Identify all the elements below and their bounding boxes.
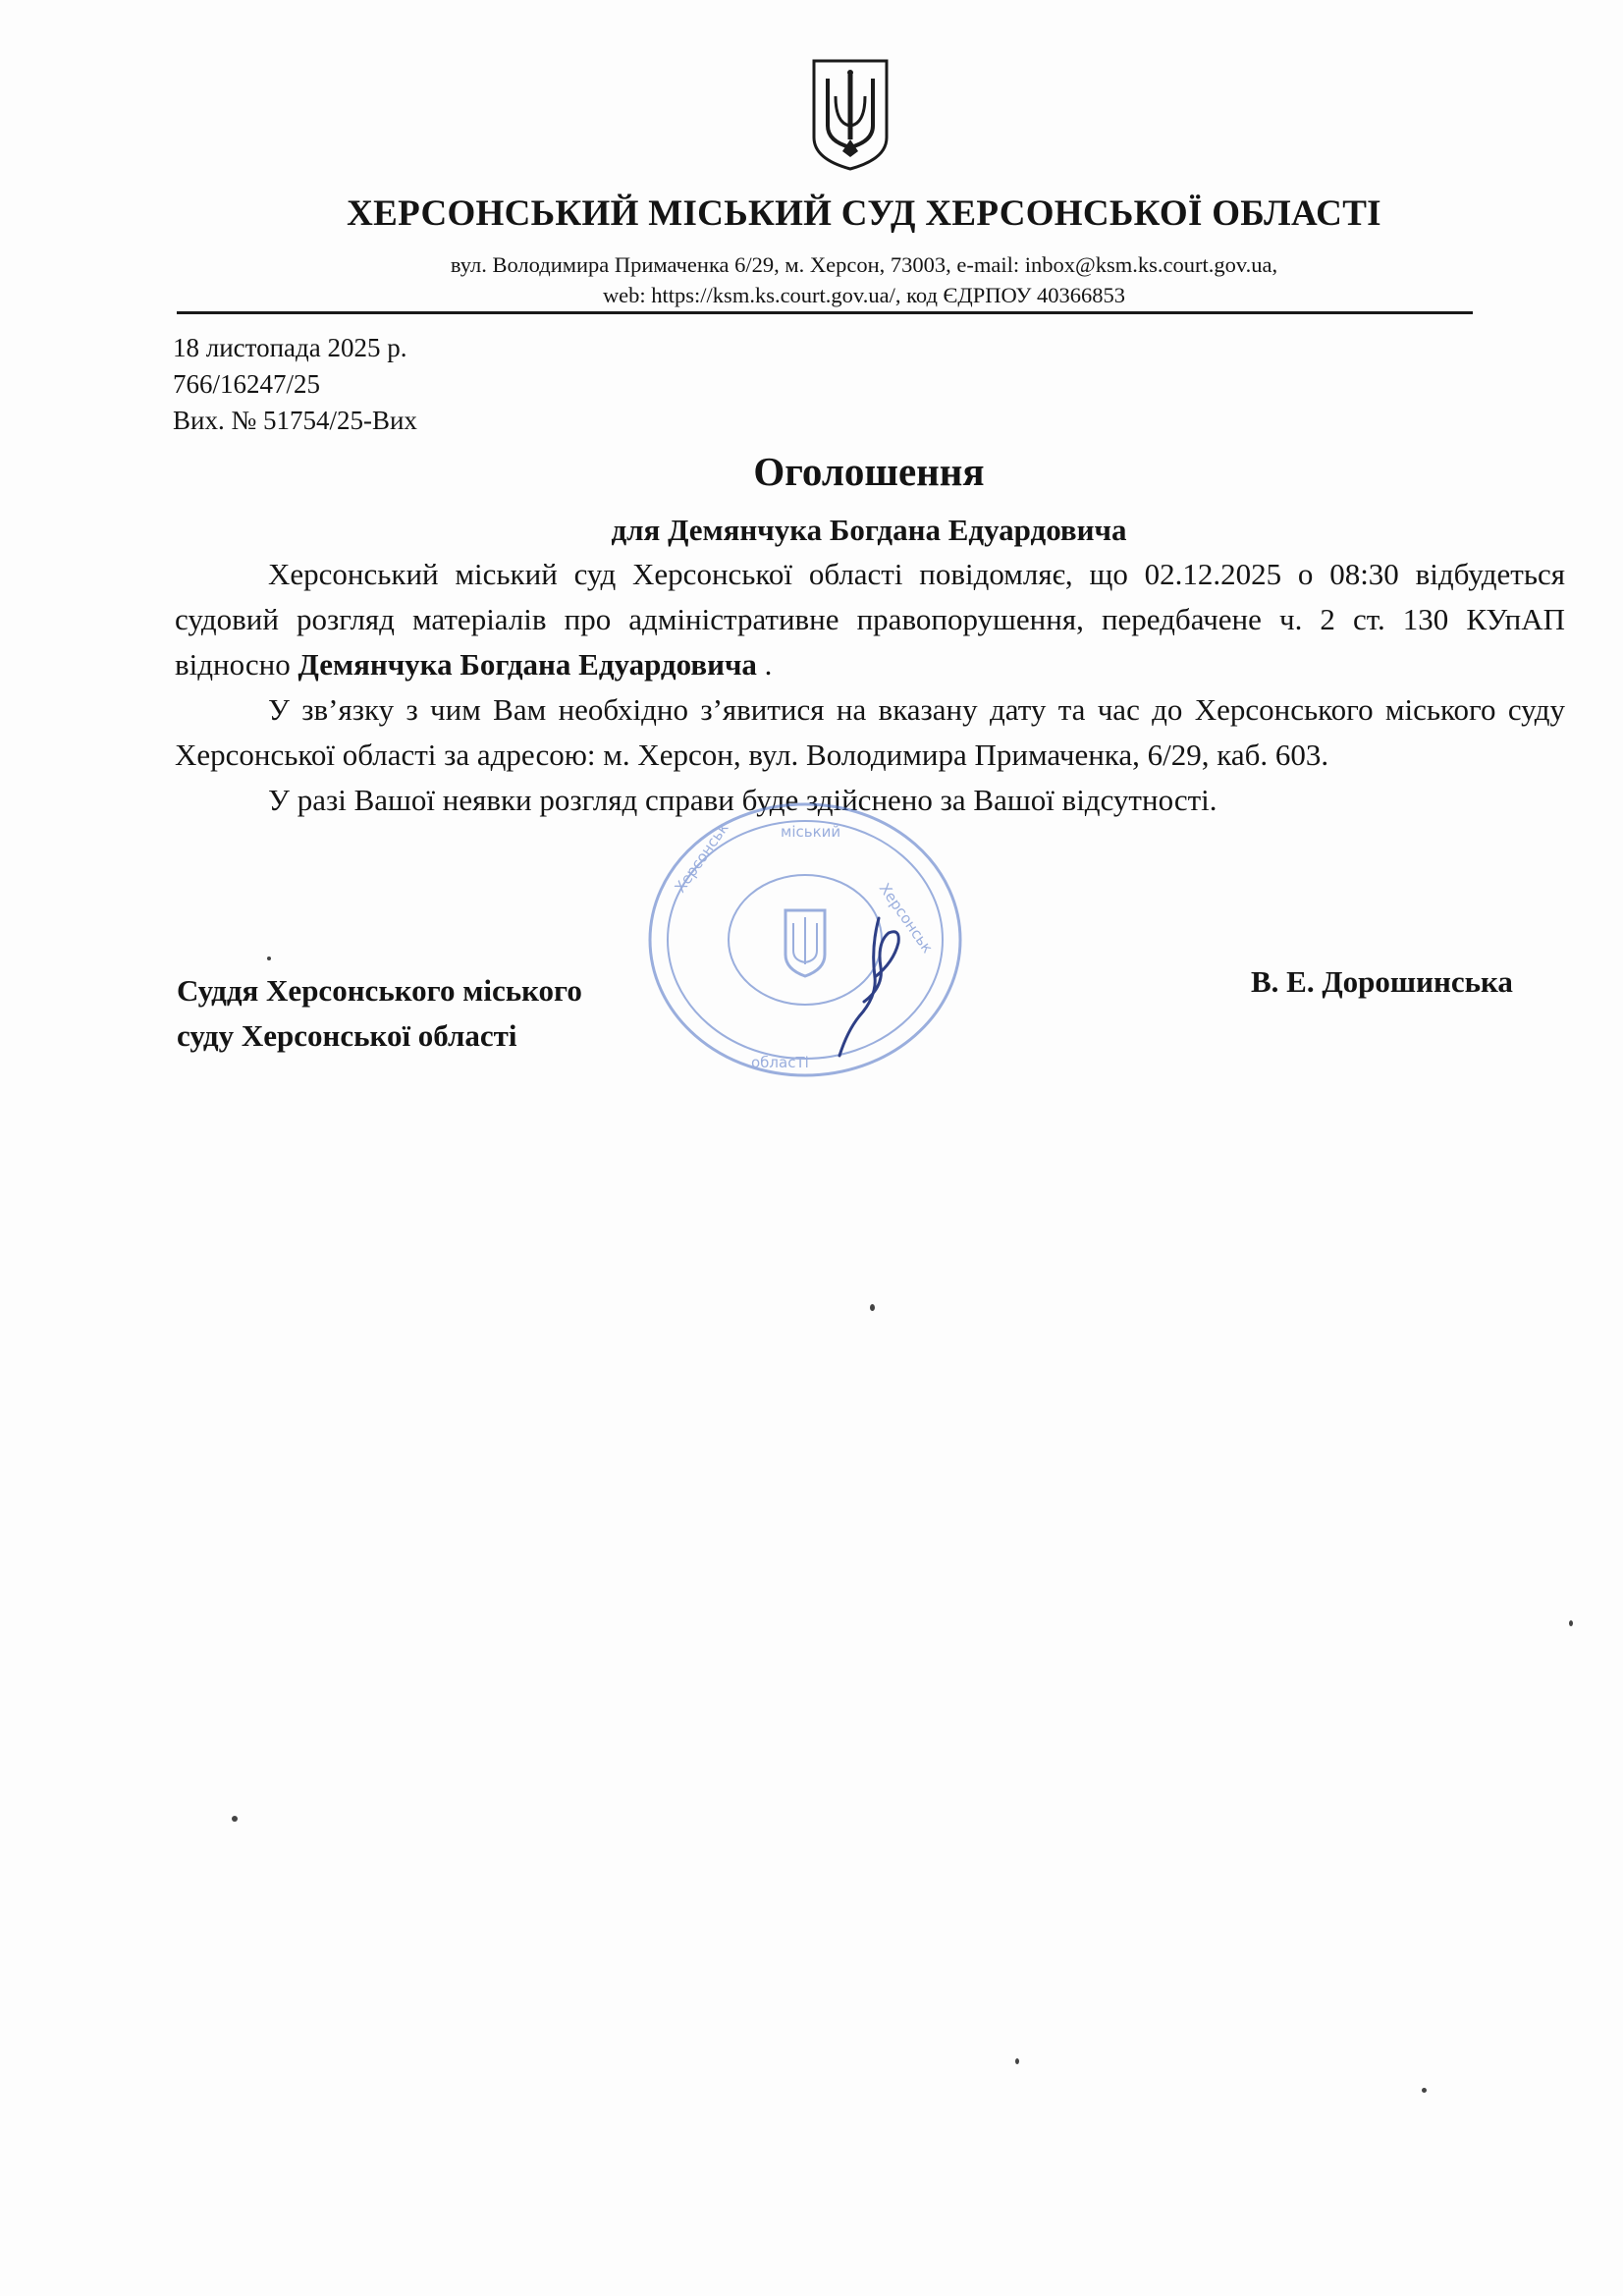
handwritten-signature-icon — [820, 908, 928, 1066]
trident-coat-of-arms-icon — [810, 57, 891, 173]
svg-text:Херсонськ: Херсонськ — [875, 879, 937, 957]
judge-position — [177, 968, 582, 1059]
notice-body — [175, 552, 1565, 823]
scan-speck — [1569, 1620, 1573, 1626]
notice-subtitle: для Демянчука Богдана Едуардовича — [611, 513, 1127, 547]
scan-speck — [267, 957, 271, 960]
header-divider — [177, 311, 1473, 314]
paragraph-hearing-end: . — [756, 647, 773, 682]
court-address-block — [177, 249, 1551, 310]
scan-speck — [1422, 2088, 1427, 2093]
scan-speck — [870, 1304, 875, 1311]
svg-text:обласТi: обласТi — [751, 1054, 809, 1071]
defendant-name: Демянчука Богдана Едуардовича — [298, 647, 757, 682]
judge-position-line-2: суду Херсонської області — [177, 1018, 517, 1053]
address-line-2: web: https://ksm.ks.court.gov.ua/, код ЄДРПОУ 40366853 — [602, 283, 1126, 307]
paragraph-appearance: У зв’язку з чим Вам необхідно з’явитися на вказану дату та час до Херсонського міського суду Херсонської області за адресою: м. Херсон, вул. Володимира Примаченка, 6/29, каб. 603. — [175, 692, 1565, 772]
paragraph-hearing — [175, 552, 1565, 687]
case-number: 766/16247/25 — [173, 369, 321, 399]
court-name-heading: ХЕРСОНСЬКИЙ МІСЬКИЙ СУД ХЕРСОНСЬКОЇ ОБЛАСТІ — [347, 193, 1381, 234]
outgoing-number: Вих. № 51754/25-Вих — [173, 406, 417, 435]
document-meta — [173, 330, 417, 439]
svg-text:Херсонськ: Херсонськ — [671, 819, 732, 897]
svg-text:мiський: мiський — [781, 823, 841, 841]
scan-speck — [1015, 2058, 1019, 2064]
address-line-1: вул. Володимира Примаченка 6/29, м. Херсон, 73003, e-mail: inbox@ksm.ks.court.gov.ua, — [450, 252, 1278, 277]
paragraph-absence: У разі Вашої неявки розгляд справи буде здійснено за Вашої відсутності. — [268, 783, 1217, 817]
scan-speck — [232, 1816, 238, 1822]
notice-title: Оголошення — [753, 449, 985, 494]
paragraph-hearing-text: Херсонський міський суд Херсонської області повідомляє, що 02.12.2025 о 08:30 відбудеться судовий розгляд матеріалів про адміністративне правопорушення, передбачене ч. 2 ст. 130 КУпАП відносно — [175, 557, 1565, 682]
judge-position-line-1: Суддя Херсонського міського — [177, 973, 582, 1008]
judge-name: В. Е. Дорошинська — [1251, 964, 1513, 999]
document-date: 18 листопада 2025 р. — [173, 333, 407, 362]
